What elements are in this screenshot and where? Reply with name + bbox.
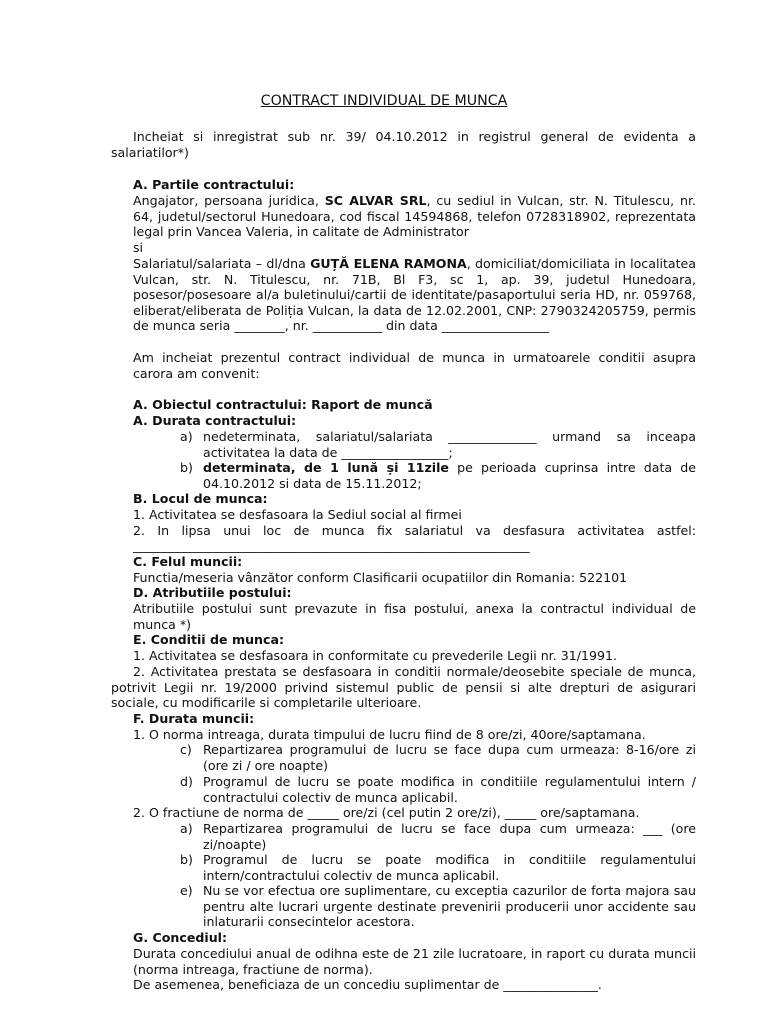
durata-muncii-p2: 2. O fractiune de norma de _____ ore/zi (cel putin 2 ore/zi), _____ ore/saptamana. [133,805,640,820]
employee-paragraph [133,256,696,334]
list-label: c) [180,742,192,757]
heading-concediu: G. Concediul: [133,930,228,945]
heading-conditii: E. Conditii de munca: [133,632,284,647]
list-label: a) [180,821,193,836]
employer-paragraph [133,193,696,240]
locul-line-2: 2. In lipsa unui loc de munca fix salariatul va desfasura activitatea astfel: [133,523,696,538]
durata-muncii-p1: 1. O norma intreaga, durata timpului de lucru fiind de 8 ore/zi, 40ore/saptamana. [133,727,646,742]
durata-b-bold: determinata, de 1 lună și 11zile [203,460,449,475]
employer-name: SC ALVAR SRL [324,193,427,208]
employee-post: , domiciliat/domiciliata in localitatea Vulcan, str. N. Titulescu, nr. 71B, Bl F3, sc 1, ap. 39, judetul Hunedoara, posesor/posesoare al/a buletinului/cartii de identitate/pasaportului seria HD, nr. 059768, eliberat/eliberata de Poliția Vulcan, la data de 12.02.2001, CNP: 2790324205759, permis de munca seria ________, nr. ___________ din data _________________ [133,256,696,334]
durata-item-a: nedeterminata, salariatul/salariata ______________ urmand sa inceapa activitatea la data de _________________; [203,429,696,460]
atributii-text: Atributiile postului sunt prevazute in fisa postului, anexa la contractul individual de munca *) [133,601,696,632]
employee-name: GUȚĂ ELENA RAMONA [310,256,467,271]
employee-pre: Salariatul/salariata – dl/dna [133,256,306,271]
durata-b-text: pe perioada cuprinsa intre data de 04.10.2012 si data de 15.11.2012; [203,460,697,491]
agreement-paragraph: Am incheiat prezentul contract individual de munca in urmatoarele conditii asupra carora am convenit: [133,350,696,381]
durata-muncii-item-b: Programul de lucru se poate modifica in conditiile regulamentului intern/contractului colectiv de munca aplicabil. [203,852,696,883]
felul-text: Functia/meseria vânzător conform Clasificarii ocupatiilor din Romania: 522101 [133,570,628,585]
heading-durata-contract: A. Durata contractului: [133,413,297,428]
durata-muncii-item-e: Nu se vor efectua ore suplimentare, cu exceptia cazurilor de forta majora sau pentru alte lucrari urgente destinate prevenirii producerii unor accidente sau inlaturarii consecintelor acestora. [203,883,696,930]
locul-line-blank: _______________________________________________________________ [133,538,530,553]
intro-paragraph: Incheiat si inregistrat sub nr. 39/ 04.10.2012 in registrul general de evidenta a salariatilor*) [111,129,696,160]
durata-muncii-item-c: Repartizarea programului de lucru se face dupa cum urmeaza: 8-16/ore zi (ore zi / ore noapte) [203,742,696,773]
list-label: b) [180,460,193,475]
durata-item-b [203,460,696,491]
employer-post: , cu sediul in Vulcan, str. N. Titulescu, nr. 64, judetul/sectorul Hunedoara, cod fiscal 14594868, telefon 0728318902, reprezentata legal prin Vancea Valeria, in calitate de Administrator [133,193,696,240]
list-label: a) [180,429,193,444]
heading-durata-muncii: F. Durata muncii: [133,711,255,726]
durata-muncii-item-d: Programul de lucru se poate modifica in conditiile regulamentului intern / contractului colectiv de munca aplicabil. [203,774,696,805]
employer-pre: Angajator, persoana juridica, [133,193,319,208]
heading-parti: A. Partile contractului: [133,177,295,192]
heading-felul: C. Felul muncii: [133,554,243,569]
durata-muncii-item-a: Repartizarea programului de lucru se face dupa cum urmeaza: ___ (ore zi/noapte) [203,821,696,852]
heading-obiect: A. Obiectul contractului: Raport de muncă [133,397,433,412]
contract-title: CONTRACT INDIVIDUAL DE MUNCA [260,93,508,109]
list-label: e) [180,883,193,898]
conditii-line-2: 2. Activitatea prestata se desfasoara in conditii normale/deosebite speciale de munca, potrivit Legii nr. 19/2000 privind sistemul public de pensii si alte drepturi de asigurari sociale, cu modificarile si completarile ulterioare. [111,664,696,711]
si-word: si [133,240,144,255]
concediu-text: Durata concediului anual de odihna este de 21 zile lucratoare, in raport cu durata muncii (norma intreaga, fractiune de norma). [133,946,696,977]
conditii-line-1: 1. Activitatea se desfasoara in conformitate cu prevederile Legii nr. 31/1991. [133,648,618,663]
concediu-extra: De asemenea, beneficiaza de un concediu suplimentar de _______________. [133,977,602,992]
heading-locul: B. Locul de munca: [133,491,268,506]
list-label: d) [180,774,193,789]
list-label: b) [180,852,193,867]
locul-line-1: 1. Activitatea se desfasoara la Sediul social al firmei [133,507,462,522]
heading-atributii: D. Atributiile postului: [133,585,292,600]
